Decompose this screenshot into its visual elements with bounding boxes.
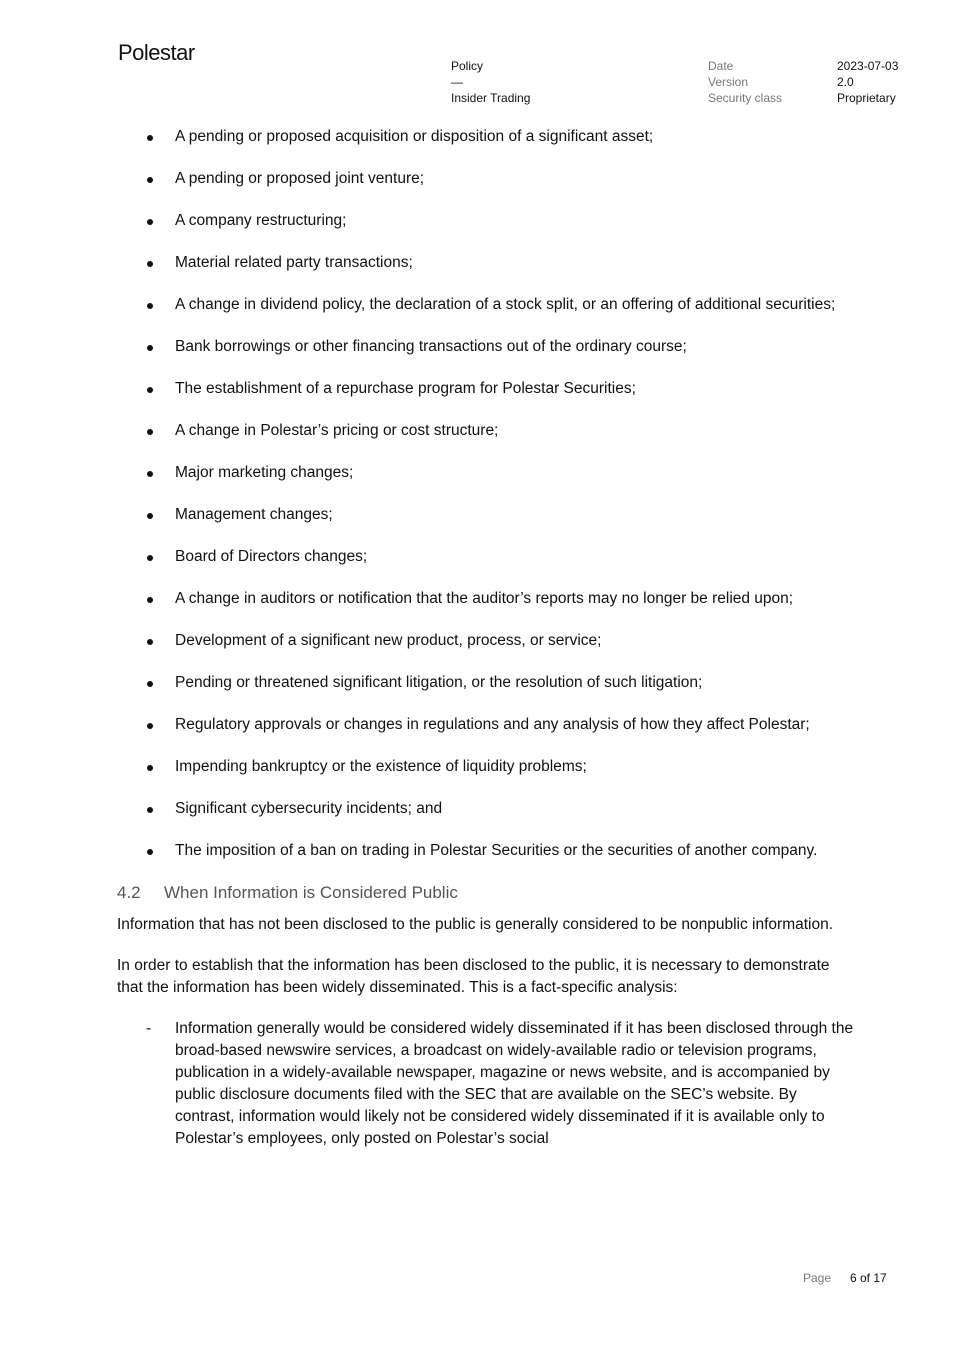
paragraph: Information that has not been disclosed to the public is generally considered to be nonpublic information. bbox=[117, 916, 834, 933]
list-item: A change in dividend policy, the declaration of a stock split, or an offering of additional securities; bbox=[117, 294, 857, 316]
bullet-icon bbox=[147, 219, 153, 225]
section-title: When Information is Considered Public bbox=[164, 883, 458, 902]
bullet-icon bbox=[147, 555, 153, 561]
bullet-icon bbox=[147, 513, 153, 519]
list-item: A change in auditors or notification that the auditor’s reports may no longer be relied upon; bbox=[117, 588, 857, 610]
list-item: Significant cybersecurity incidents; and bbox=[117, 798, 857, 820]
bullet-icon bbox=[147, 429, 153, 435]
material-information-list bbox=[117, 126, 857, 862]
list-item: Major marketing changes; bbox=[117, 462, 857, 484]
list-item: - Information generally would be considered widely disseminated if it has been disclosed through the broad-based newswire services, a broadcast on widely-available radio or television programs, publication in a widely-available newspaper, magazine or news website, and is accompanied by public disclosure documents filed with the SEC that are available on the SEC’s website. By contrast, information would likely not be considered widely disseminated if it is available only to Polestar’s employees, only posted on Polestar’s social bbox=[146, 1020, 854, 1147]
page-number: 6 of 17 bbox=[850, 1271, 887, 1285]
page-label: Page bbox=[803, 1271, 832, 1285]
list-item: Material related party transactions; bbox=[117, 252, 857, 274]
header-labels bbox=[708, 58, 782, 106]
document-body bbox=[117, 126, 857, 1150]
bullet-icon bbox=[147, 387, 153, 393]
doc-title: Insider Trading bbox=[451, 91, 531, 105]
bullet-icon bbox=[147, 849, 153, 855]
bullet-icon bbox=[147, 471, 153, 477]
doc-type: Policy bbox=[451, 59, 484, 73]
bullet-icon bbox=[147, 261, 153, 267]
dash-marker: - bbox=[146, 1020, 152, 1037]
section-number: 4.2 bbox=[117, 883, 141, 902]
header-document-info bbox=[451, 58, 530, 106]
bullet-icon bbox=[147, 807, 153, 813]
security-class-label: Security class bbox=[708, 91, 783, 105]
company-logo: Polestar bbox=[118, 40, 195, 65]
version-value: 2.0 bbox=[837, 75, 854, 89]
bullet-icon bbox=[147, 177, 153, 183]
bullet-icon bbox=[147, 597, 153, 603]
version-label: Version bbox=[708, 75, 749, 89]
list-item: Board of Directors changes; bbox=[117, 546, 857, 568]
list-item: Regulatory approvals or changes in regulations and any analysis of how they affect Polestar; bbox=[117, 714, 857, 736]
date-value: 2023-07-03 bbox=[837, 59, 899, 73]
bullet-icon bbox=[147, 639, 153, 645]
bullet-icon bbox=[147, 135, 153, 141]
bullet-icon bbox=[147, 723, 153, 729]
paragraph: In order to establish that the information has been disclosed to the public, it is necessary to demonstrate that the information has been widely disseminated. This is a fact-specific analysis: bbox=[117, 957, 830, 996]
list-item: The imposition of a ban on trading in Polestar Securities or the securities of another company. bbox=[117, 840, 857, 862]
date-label: Date bbox=[708, 59, 734, 73]
bullet-icon bbox=[147, 681, 153, 687]
bullet-icon bbox=[147, 765, 153, 771]
list-item: Management changes; bbox=[117, 504, 857, 526]
doc-separator: — bbox=[451, 75, 463, 89]
list-item: A pending or proposed acquisition or disposition of a significant asset; bbox=[117, 126, 857, 148]
list-item: A company restructuring; bbox=[117, 210, 857, 232]
list-item: Impending bankruptcy or the existence of liquidity problems; bbox=[117, 756, 857, 778]
list-item: Pending or threatened significant litigation, or the resolution of such litigation; bbox=[117, 672, 857, 694]
list-item: A pending or proposed joint venture; bbox=[117, 168, 857, 190]
security-class-value: Proprietary bbox=[837, 91, 896, 105]
section-heading bbox=[117, 882, 857, 904]
list-item: Bank borrowings or other financing transactions out of the ordinary course; bbox=[117, 336, 857, 358]
list-item: Development of a significant new product, process, or service; bbox=[117, 630, 857, 652]
list-item: A change in Polestar’s pricing or cost structure; bbox=[117, 420, 857, 442]
header-values bbox=[837, 58, 898, 106]
list-item: The establishment of a repurchase program for Polestar Securities; bbox=[117, 378, 857, 400]
bullet-icon bbox=[147, 345, 153, 351]
bullet-icon bbox=[147, 303, 153, 309]
dissemination-list bbox=[117, 1018, 857, 1150]
